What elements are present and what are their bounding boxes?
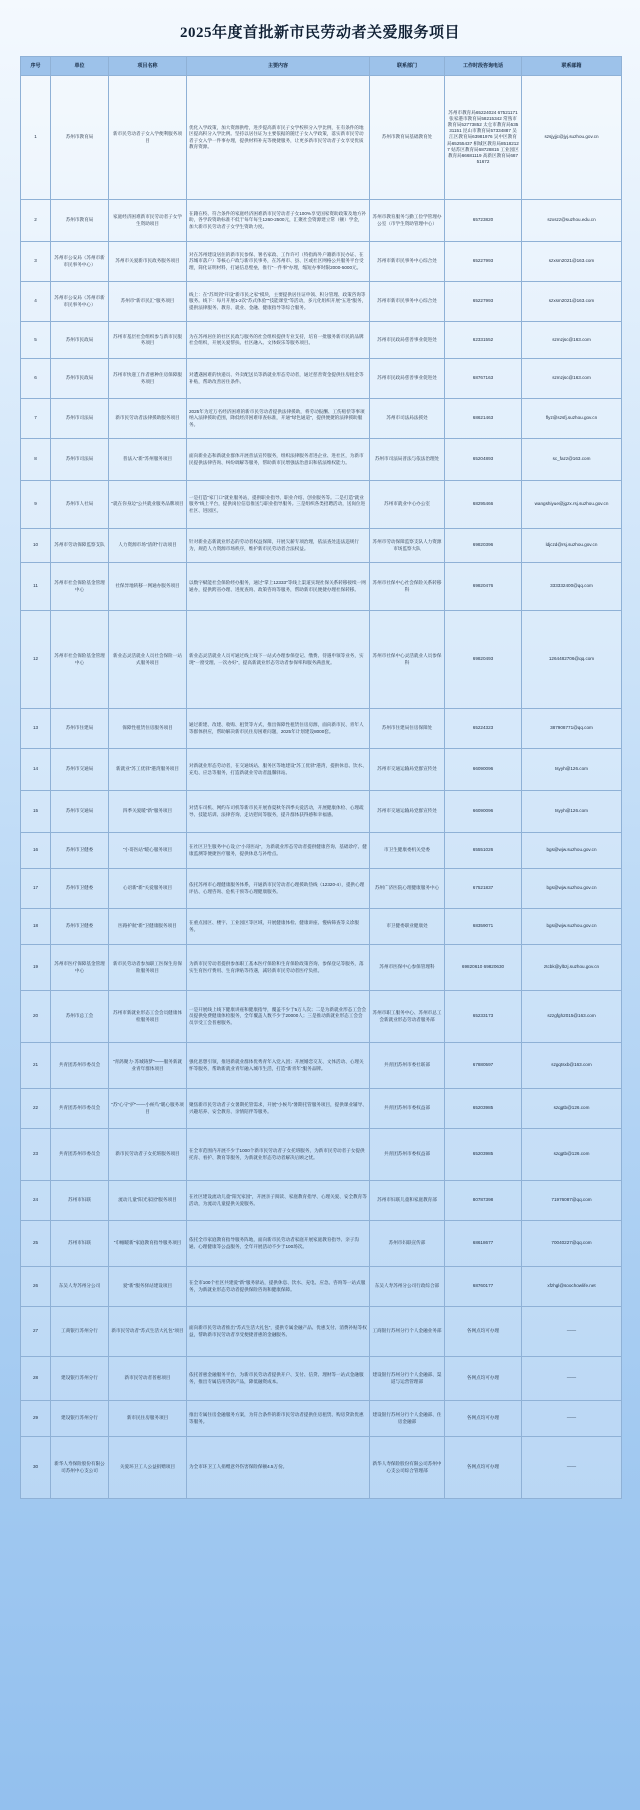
table-row <box>21 1437 622 1499</box>
row-contact-dept: 苏州市交通运输局党群宣传处 <box>370 749 445 791</box>
table-row <box>21 749 622 791</box>
row-content: 依托普惠金融服务平台，为新市民劳动者提供开户、支付、信贷、理财等一站式金融服务，推出专属信用贷款产品，降低融资成本。 <box>187 1357 370 1401</box>
table-row <box>21 1221 622 1267</box>
table-row <box>21 529 622 563</box>
row-email: wangshiyue@jgzx.rsj.suzhou.gov.cn <box>522 481 622 529</box>
table-row <box>21 1307 622 1357</box>
row-email: bgs@wjw.suzhou.gov.cn <box>522 833 622 869</box>
row-phone: 65227993 <box>445 282 522 322</box>
row-contact-dept: 苏州市住建局住房保障处 <box>370 709 445 749</box>
row-phone: 65227993 <box>445 242 522 282</box>
row-contact-dept: 建设银行苏州分行个人金融部、住房金融部 <box>370 1401 445 1437</box>
row-number: 9 <box>21 481 51 529</box>
table-row <box>21 1267 622 1307</box>
row-contact-dept: 苏州市妇联宣传部 <box>370 1221 445 1267</box>
row-number: 6 <box>21 359 51 399</box>
row-content: 强化思想引领，推进新就业群体优秀青年入党入团；开展婚恋交友、文体活动、心理关怀等服务，帮助新就业青年融入城市生活，打造"新青年"服务品牌。 <box>187 1043 370 1089</box>
row-content: 在籍在校、符合条件的家庭经济困难新市民劳动者子女100%享受国家资助政策及地方补助，各学段资助标准不低于每年每生1260-2500元，汇聚社会资源建立常（额）学金，加大新市民劳动者子女学生资助力度。 <box>187 200 370 242</box>
row-contact-dept: 苏州市民政局慈善事业促进处 <box>370 322 445 359</box>
table-row <box>21 833 622 869</box>
row-contact-dept: 苏州市司法局普法与依法治理处 <box>370 439 445 481</box>
row-number: 7 <box>21 399 51 439</box>
row-content: 线上：在"苏周到"开设"新市民之家"模块，主要提供居住证申领、积分管理、政策咨询等服务。线下：每月开展1-2次"苏式体验""技能课堂"等活动，多元化组织开展"五进"服务，提供法律服务、教育、就业、金融、健康指导等综合服务。 <box>187 282 370 322</box>
row-unit: 苏州市卫健委 <box>51 909 109 945</box>
row-email: szzgfgh2015@163.com <box>522 991 622 1043</box>
row-project-name: 新市民住房服务项目 <box>109 1401 187 1437</box>
row-email: szqgtb@126.com <box>522 1129 622 1181</box>
row-unit: 苏州市民政局 <box>51 322 109 359</box>
row-content: 面向新市民劳动者推出"苏式生活大礼包"，提供专属金融产品、优惠支付、消费补贴等权益，帮助新市民劳动者享受便捷普惠的金融服务。 <box>187 1307 370 1357</box>
row-phone: 62331552 <box>445 322 522 359</box>
row-email: szmzjsc@163.com <box>522 359 622 399</box>
row-number: 27 <box>21 1307 51 1357</box>
row-unit: 苏州市教育局 <box>51 200 109 242</box>
row-number: 20 <box>21 991 51 1043</box>
row-unit: 苏州市社会保险基金管理中心 <box>51 563 109 611</box>
row-number: 26 <box>21 1267 51 1307</box>
row-unit: 苏州市人社局 <box>51 481 109 529</box>
row-project-name: 苏州市"新市民汇"服务项目 <box>109 282 187 322</box>
row-unit: 苏州市司法局 <box>51 399 109 439</box>
table-row <box>21 1357 622 1401</box>
row-email: szxszz@suzhou.edu.cn <box>522 200 622 242</box>
row-project-name: 新市民劳动者子女托班服务项目 <box>109 1129 187 1181</box>
row-unit: 新华人寿保险股份有限公司苏州中心支公司 <box>51 1437 109 1499</box>
row-unit: 苏州市教育局 <box>51 76 109 200</box>
row-content: 在全市100个社区共建爱"新"服务驿站，提供休息、饮水、充电、应急、咨询等一站式服务，为新就业形态劳动者提供保险咨询和健康保障。 <box>187 1267 370 1307</box>
row-number: 19 <box>21 945 51 991</box>
row-content: 优化入学政策，加大资源供给，进步提高新市民子女学校积分入学比例，在有条件的地区提高积分入学比例。坚持以居住证为主要依据的随迁子女入学政策，落实新市民劳动者子女入学一件事办理，提供材料补充等便捷服务，让更多新市民劳动者子女享受优质教育资源。 <box>187 76 370 200</box>
row-email: szsjyjjc@jyj.suzhou.gov.cn <box>522 76 622 200</box>
row-email: szgqtsxb@163.com <box>522 1043 622 1089</box>
table-row <box>21 1129 622 1181</box>
row-project-name: 新市民劳动者参加职工医保生育保险服务项目 <box>109 945 187 991</box>
row-project-name: 苏州市基层社会组织参与新市民服务项目 <box>109 322 187 359</box>
row-email: 333332400@qq.com <box>522 563 622 611</box>
row-contact-dept: 苏州市教育服务与勤工俭学管理办公室（市学生资助管理中心） <box>370 200 445 242</box>
row-project-name: 四季关爱暖"新"服务项目 <box>109 791 187 833</box>
row-number: 1 <box>21 76 51 200</box>
row-contact-dept: 市卫健委职业健康处 <box>370 909 445 945</box>
row-email: ztcbk@ylbzj.suzhou.gov.cn <box>522 945 622 991</box>
row-unit: 苏州市卫健委 <box>51 833 109 869</box>
row-number: 15 <box>21 791 51 833</box>
row-number: 17 <box>21 869 51 909</box>
row-project-name: 流动儿童"阳光家园"服务项目 <box>109 1181 187 1221</box>
row-phone: 68359071 <box>445 909 522 945</box>
row-unit: 苏州市住建局 <box>51 709 109 749</box>
row-contact-dept: 共青团苏州市委权益部 <box>370 1089 445 1129</box>
row-content: 聚焦新市民劳动者子女暑期托管需求，开展"小候鸟"暑期托管服务项目，提供课业辅导、兴趣培养、安全教育、亲情陪伴等服务。 <box>187 1089 370 1129</box>
row-content: 对货车司机、网约车司机等新市民开展春夏秋冬四季关爱活动，开展健康体检、心理疏导、技能培训、法律咨询、走访慰问等服务，提升群体获得感和幸福感。 <box>187 791 370 833</box>
row-project-name: "苏"心守"护"——小候鸟"暖心服务项目 <box>109 1089 187 1129</box>
row-email: ldjczd@rsj.suzhou.gov.cn <box>522 529 622 563</box>
header-no: 序号 <box>21 57 51 76</box>
row-email: szqgtb@126.com <box>522 1089 622 1129</box>
row-phone: 苏州市教育局65224024 67521171 张家港市教育局58215342 常熟市教育局52773852 太仓市教育局53531151 昆山市教育局57334887 吴江区教育局63981976 吴中区教育局65255437 相城区教育局85182127 姑苏区教育局68728815 工业园区教育局66681119 高新区教育局68751672 <box>445 76 522 200</box>
row-number: 29 <box>21 1401 51 1437</box>
row-unit: 苏州市交通局 <box>51 749 109 791</box>
row-project-name: 新业态灵活就业人员社会保险一站式服务项目 <box>109 611 187 709</box>
row-unit: 东吴人寿苏州分公司 <box>51 1267 109 1307</box>
row-project-name: 苏州市关爱新市民政务服务项目 <box>109 242 187 282</box>
row-email: szxsm2021@163.com <box>522 242 622 282</box>
row-contact-dept: 苏州市医保中心参保管理科 <box>370 945 445 991</box>
table-row <box>21 1089 622 1129</box>
row-phone: 69820610 69820630 <box>445 945 522 991</box>
row-project-name: 爱"新"服务驿站建设项目 <box>109 1267 187 1307</box>
row-contact-dept: 苏州市教育局基础教育处 <box>370 76 445 200</box>
row-phone: 68760177 <box>445 1267 522 1307</box>
row-number: 25 <box>21 1221 51 1267</box>
row-phone: 各网点均可办理 <box>445 1307 522 1357</box>
row-phone: 68618677 <box>445 1221 522 1267</box>
row-unit: 苏州市公安局（苏州市新市民事务中心） <box>51 242 109 282</box>
row-number: 2 <box>21 200 51 242</box>
row-email: szxsm2021@163.com <box>522 282 622 322</box>
row-content: 对在苏州建设居住的新市民参保、署名家政、工作许可（特指海外户籍新市民办证、在苏城市落户）等核心户政与新市民事务，在苏州市、县、区或社区网格公共服务平台受理，简化证明材料，打通信息壁垒，推行"一件事"办理，缩短办事时限2000-5000元。 <box>187 242 370 282</box>
table-row <box>21 359 622 399</box>
row-phone: 65551026 <box>445 833 522 869</box>
header-phone: 工作时段咨询电话 <box>445 57 522 76</box>
row-contact-dept: 苏州市职工服务中心、苏州市总工会新就业形态劳动者服务部 <box>370 991 445 1043</box>
row-phone: 69820476 <box>445 563 522 611</box>
header-email: 联系邮箱 <box>522 57 622 76</box>
row-number: 16 <box>21 833 51 869</box>
row-phone: 各网点均可办理 <box>445 1401 522 1437</box>
row-email: —— <box>522 1357 622 1401</box>
row-number: 30 <box>21 1437 51 1499</box>
row-content: 推出专属住房金融服务方案，为符合条件的新市民劳动者提供住房租赁、购房贷款优惠等服务。 <box>187 1401 370 1437</box>
table-body <box>21 76 622 1499</box>
row-phone: 65723820 <box>445 200 522 242</box>
row-project-name: "就在你身边"公共就业服务品牌项目 <box>109 481 187 529</box>
row-unit: 苏州市民政局 <box>51 359 109 399</box>
row-contact-dept: 苏州市民政局慈善事业促进处 <box>370 359 445 399</box>
row-content: 一是打造"家门口"就业服务站，提供职业指导、职业介绍、创业服务等。二是打造"就业服务"线上平台，提供岗位信息推送与职业指导服务。三是组织各类招聘活动，送岗位进社区、进园区。 <box>187 481 370 529</box>
row-phone: 68621463 <box>445 399 522 439</box>
row-number: 5 <box>21 322 51 359</box>
row-contact-dept: 苏州市司法局法援处 <box>370 399 445 439</box>
row-number: 12 <box>21 611 51 709</box>
row-content: 依托苏州市心理健康服务体系，开通新市民劳动者心理援助热线（12320-4），提供心理评估、心理咨询、危机干预等心理健康服务。 <box>187 869 370 909</box>
row-content: 新业态灵活就业人员可通过线上线下一站式办理参保登记、缴费、待遇申领等业务，实现"一窗受理、一次办好"，提高新就业形态劳动者参保率和服务满意度。 <box>187 611 370 709</box>
row-contact-dept: 苏州市就业中心办公室 <box>370 481 445 529</box>
row-unit: 建设银行苏州分行 <box>51 1401 109 1437</box>
row-content: 为新市民劳动者提供参加职工基本医疗保险和生育保险政策咨询、参保登记等服务，落实生育医疗费用、生育津贴等待遇，减轻新市民劳动者医疗负担。 <box>187 945 370 991</box>
row-number: 28 <box>21 1357 51 1401</box>
row-contact-dept: 苏州市交通运输局党群宣传处 <box>370 791 445 833</box>
row-email: 387908771@qq.com <box>522 709 622 749</box>
row-project-name: 家庭经济困难新市民劳动者子女学生资助项目 <box>109 200 187 242</box>
row-content: 以数字赋能社会保险经办服务，通过"掌上12333"等线上渠道实现社保关系转移接续一网通办，提供跨省办理、进度查询、政策咨询等服务，帮助新市民便捷办理社保转移。 <box>187 563 370 611</box>
row-phone: 65203985 <box>445 1129 522 1181</box>
row-unit: 苏州市劳动保障监察支队 <box>51 529 109 563</box>
row-project-name: "青鸽聚力·苏城铸梦"——服务新就业青年群体项目 <box>109 1043 187 1089</box>
row-email: sc_fazz@163.com <box>522 439 622 481</box>
row-email: —— <box>522 1437 622 1499</box>
row-email: tsyyh@126.com <box>522 749 622 791</box>
row-contact-dept: 工商银行苏州分行个人金融业务部 <box>370 1307 445 1357</box>
row-email: bgs@wjw.suzhou.gov.cn <box>522 869 622 909</box>
row-email: 1264482706@qq.com <box>522 611 622 709</box>
table-row <box>21 909 622 945</box>
row-number: 21 <box>21 1043 51 1089</box>
row-email: —— <box>522 1401 622 1437</box>
table-row <box>21 322 622 359</box>
row-unit: 共青团苏州市委员会 <box>51 1129 109 1181</box>
header-content: 主要内容 <box>187 57 370 76</box>
row-email: bgs@wjw.suzhou.gov.cn <box>522 909 622 945</box>
row-content: 为全市环卫工人捐赠意外伤害保险保额4.5万份。 <box>187 1437 370 1499</box>
row-email: 70040227@qq.com <box>522 1221 622 1267</box>
row-phone: 69820396 <box>445 529 522 563</box>
row-phone: 66090096 <box>445 791 522 833</box>
row-content: 依托全市家庭教育指导服务阵地，面向新市民劳动者家庭开展家庭教育指导、亲子沟通、心理健康等公益服务，全年开展活动不少于100场次。 <box>187 1221 370 1267</box>
row-number: 22 <box>21 1089 51 1129</box>
header-dept: 联系部门 <box>370 57 445 76</box>
row-phone: 80787398 <box>445 1181 522 1221</box>
row-unit: 建设银行苏州分行 <box>51 1357 109 1401</box>
row-content: 在重点园区、楼宇、工业园区等区域，开展健康体检、健康讲座、慢病筛查等义诊服务。 <box>187 909 370 945</box>
row-phone: 67521837 <box>445 869 522 909</box>
row-content: 对新就业形态劳动者，在交通场站、服务区等地建设"苏工优驿"港湾，提供休息、饮水、充电、应急等服务，打造新就业劳动者温馨驿站。 <box>187 749 370 791</box>
table-row <box>21 481 622 529</box>
table-row <box>21 945 622 991</box>
row-content: 一是开展线上线下健康讲座和健康指导，覆盖不少于5万人次；二是为新就业形态工会会员提供免费健康体检服务，全年覆盖人数不少于20000人；三是推动新就业形态工会会员享受工会普惠服务。 <box>187 991 370 1043</box>
row-contact-dept: 建设银行苏州分行个人金融部、渠道与运营管理部 <box>370 1357 445 1401</box>
table-row <box>21 76 622 200</box>
row-number: 18 <box>21 909 51 945</box>
row-contact-dept: 苏州市社保中心社会保险关系转移科 <box>370 563 445 611</box>
row-project-name: 新就业"苏工优驿"港湾服务项目 <box>109 749 187 791</box>
row-unit: 共青团苏州市委员会 <box>51 1089 109 1129</box>
row-project-name: 人力资源市场"清朗"行动项目 <box>109 529 187 563</box>
row-contact-dept: 苏州市新市民事务中心综合处 <box>370 242 445 282</box>
row-phone: 69820493 <box>445 611 522 709</box>
row-project-name: 社保异地转移一网通办服务项目 <box>109 563 187 611</box>
row-email: xfzhgl@soochowlife.net <box>522 1267 622 1307</box>
row-contact-dept: 苏州市新市民事务中心综合处 <box>370 282 445 322</box>
row-unit: 苏州市公安局（苏州市新市民事务中心） <box>51 282 109 322</box>
row-content: 通过新建、改建、收购、租赁等方式，推出保障性租赁住房房源，面向新市民、青年人等群体供应，帮助解决新市民住房困难问题，2025年计划建设8000套。 <box>187 709 370 749</box>
row-phone: 65204893 <box>445 439 522 481</box>
table-header <box>21 57 622 76</box>
table-row <box>21 439 622 481</box>
row-unit: 苏州市交通局 <box>51 791 109 833</box>
row-project-name: "小哥医站"暖心服务项目 <box>109 833 187 869</box>
header-project: 项目名称 <box>109 57 187 76</box>
row-project-name: 关爱环卫工人公益捐赠项目 <box>109 1437 187 1499</box>
row-contact-dept: 东吴人寿苏州分公司行政综合部 <box>370 1267 445 1307</box>
row-number: 4 <box>21 282 51 322</box>
row-phone: 66090096 <box>445 749 522 791</box>
row-unit: 工商银行苏州分行 <box>51 1307 109 1357</box>
row-contact-dept: 共青团苏州市委社联部 <box>370 1043 445 1089</box>
row-project-name: 保障性租赁住房服务项目 <box>109 709 187 749</box>
row-project-name: 苏州市快递工作者惠种住房保障服务项目 <box>109 359 187 399</box>
row-contact-dept: 新华人寿保险股份有限公司苏州中心支公司综合管理部 <box>370 1437 445 1499</box>
row-project-name: 心语新"新"关爱服务项目 <box>109 869 187 909</box>
table-row <box>21 282 622 322</box>
table-row <box>21 991 622 1043</box>
row-content: 在社区建设流动儿童"阳光家园"，开展亲子阅读、家庭教育指导、心理关爱、安全教育等活动，为流动儿童提供关爱服务。 <box>187 1181 370 1221</box>
header-unit: 单位 <box>51 57 109 76</box>
row-number: 14 <box>21 749 51 791</box>
row-email: —— <box>522 1307 622 1357</box>
table-row <box>21 399 622 439</box>
row-project-name: 新市民劳动者法律援助服务项目 <box>109 399 187 439</box>
table-row <box>21 1401 622 1437</box>
table-row <box>21 869 622 909</box>
row-phone: 67880597 <box>445 1043 522 1089</box>
row-phone: 各网点均可办理 <box>445 1357 522 1401</box>
row-unit: 苏州市妇联 <box>51 1181 109 1221</box>
row-contact-dept: 市卫生健康委机关党委 <box>370 833 445 869</box>
row-content: 在社区卫生服务中心设立"小哥医站"，为新就业形态劳动者提供健康咨询、基础诊疗、健康监测等便捷医疗服务，提供休息与补给点。 <box>187 833 370 869</box>
row-email: tsyyh@126.com <box>522 791 622 833</box>
row-unit: 苏州市司法局 <box>51 439 109 481</box>
page-title: 2025年度首批新市民劳动者关爱服务项目 <box>179 25 460 41</box>
row-number: 10 <box>21 529 51 563</box>
service-table <box>20 56 622 1499</box>
row-phone: 65203985 <box>445 1089 522 1129</box>
row-email: flyz@szsfj.suzhou.gov.cn <box>522 399 622 439</box>
row-project-name: 苏州市新就业形态工会会员健康体检服务项目 <box>109 991 187 1043</box>
table-row <box>21 791 622 833</box>
row-project-name: 新市民劳动者子女入学便利服务项目 <box>109 76 187 200</box>
row-number: 11 <box>21 563 51 611</box>
row-number: 8 <box>21 439 51 481</box>
table-row <box>21 563 622 611</box>
table-row <box>21 1043 622 1089</box>
row-phone: 68295466 <box>445 481 522 529</box>
row-email: szmzjsc@163.com <box>522 322 622 359</box>
row-phone: 各网点均可办理 <box>445 1437 522 1499</box>
row-number: 3 <box>21 242 51 282</box>
table-row <box>21 200 622 242</box>
row-unit: 苏州市妇联 <box>51 1221 109 1267</box>
row-project-name: 普法入"新"苏州服务项目 <box>109 439 187 481</box>
header-row <box>21 57 622 76</box>
row-contact-dept: 苏州市妇联儿童和家庭教育部 <box>370 1181 445 1221</box>
table-row <box>21 242 622 282</box>
row-content: 2025年为近万名经济困难的新市民劳动者提供法律援助，将劳动报酬、工伤赔偿等事项纳入法律援助范围，降低经济困难审查标准，开通"绿色通道"，提供便捷的法律援助服务。 <box>187 399 370 439</box>
row-number: 13 <box>21 709 51 749</box>
row-contact-dept: 苏州广济医院心理健康服务中心 <box>370 869 445 909</box>
row-phone: 68767163 <box>445 359 522 399</box>
row-project-name: 医路护航"新"卫健康服务项目 <box>109 909 187 945</box>
table-row <box>21 1181 622 1221</box>
row-project-name: 新市民劳动者普惠项目 <box>109 1357 187 1401</box>
row-content: 针对新业态新就业形态的劳动者权益保障，开展欠薪专项治理，依法查处违法违规行为，规范人力资源市场秩序，维护新市民劳动者合法权益。 <box>187 529 370 563</box>
row-content: 面向新业态和新就业群体开展普法宣传服务，组织法律服务者进企业、进社区，为新市民提供法律咨询、纠纷调解等服务，帮助新市民增强法治意识和依法维权能力。 <box>187 439 370 481</box>
row-unit: 苏州市总工会 <box>51 991 109 1043</box>
row-project-name: 新市民劳动者"苏式生活大礼包"项目 <box>109 1307 187 1357</box>
row-unit: 共青团苏州市委员会 <box>51 1043 109 1089</box>
row-unit: 苏州市医疗保障基金管理中心 <box>51 945 109 991</box>
row-phone: 65224323 <box>445 709 522 749</box>
table-row <box>21 611 622 709</box>
row-phone: 65233173 <box>445 991 522 1043</box>
row-contact-dept: 苏州市劳动保障监察支队人力资源市场监察大队 <box>370 529 445 563</box>
row-number: 24 <box>21 1181 51 1221</box>
table-row <box>21 709 622 749</box>
row-contact-dept: 苏州市社保中心灵活就业人员参保科 <box>370 611 445 709</box>
row-unit: 苏州市社会保险基金管理中心 <box>51 611 109 709</box>
row-contact-dept: 共青团苏州市委权益部 <box>370 1129 445 1181</box>
row-project-name: "巾帼暖新"家庭教育指导服务项目 <box>109 1221 187 1267</box>
row-email: 71976087@qq.com <box>522 1181 622 1221</box>
row-content: 对遭遇困难的快递员、外卖配送员等新就业形态劳动者，通过慈善资金提供住房租金等补贴，帮助改善居住条件。 <box>187 359 370 399</box>
row-content: 为在苏州居住的社区民政与服务的社会组织提供专业支持，培育一批服务新市民的品牌社会组织，开展关爱帮扶、社区融入、文体娱乐等服务项目。 <box>187 322 370 359</box>
row-content: 在全市范围内开展不少于1000个新市民劳动者子女托班服务，为新市民劳动者子女提供托育、看护、教育等服务，为新就业形态劳动者解决后顾之忧。 <box>187 1129 370 1181</box>
row-number: 23 <box>21 1129 51 1181</box>
row-unit: 苏州市卫健委 <box>51 869 109 909</box>
